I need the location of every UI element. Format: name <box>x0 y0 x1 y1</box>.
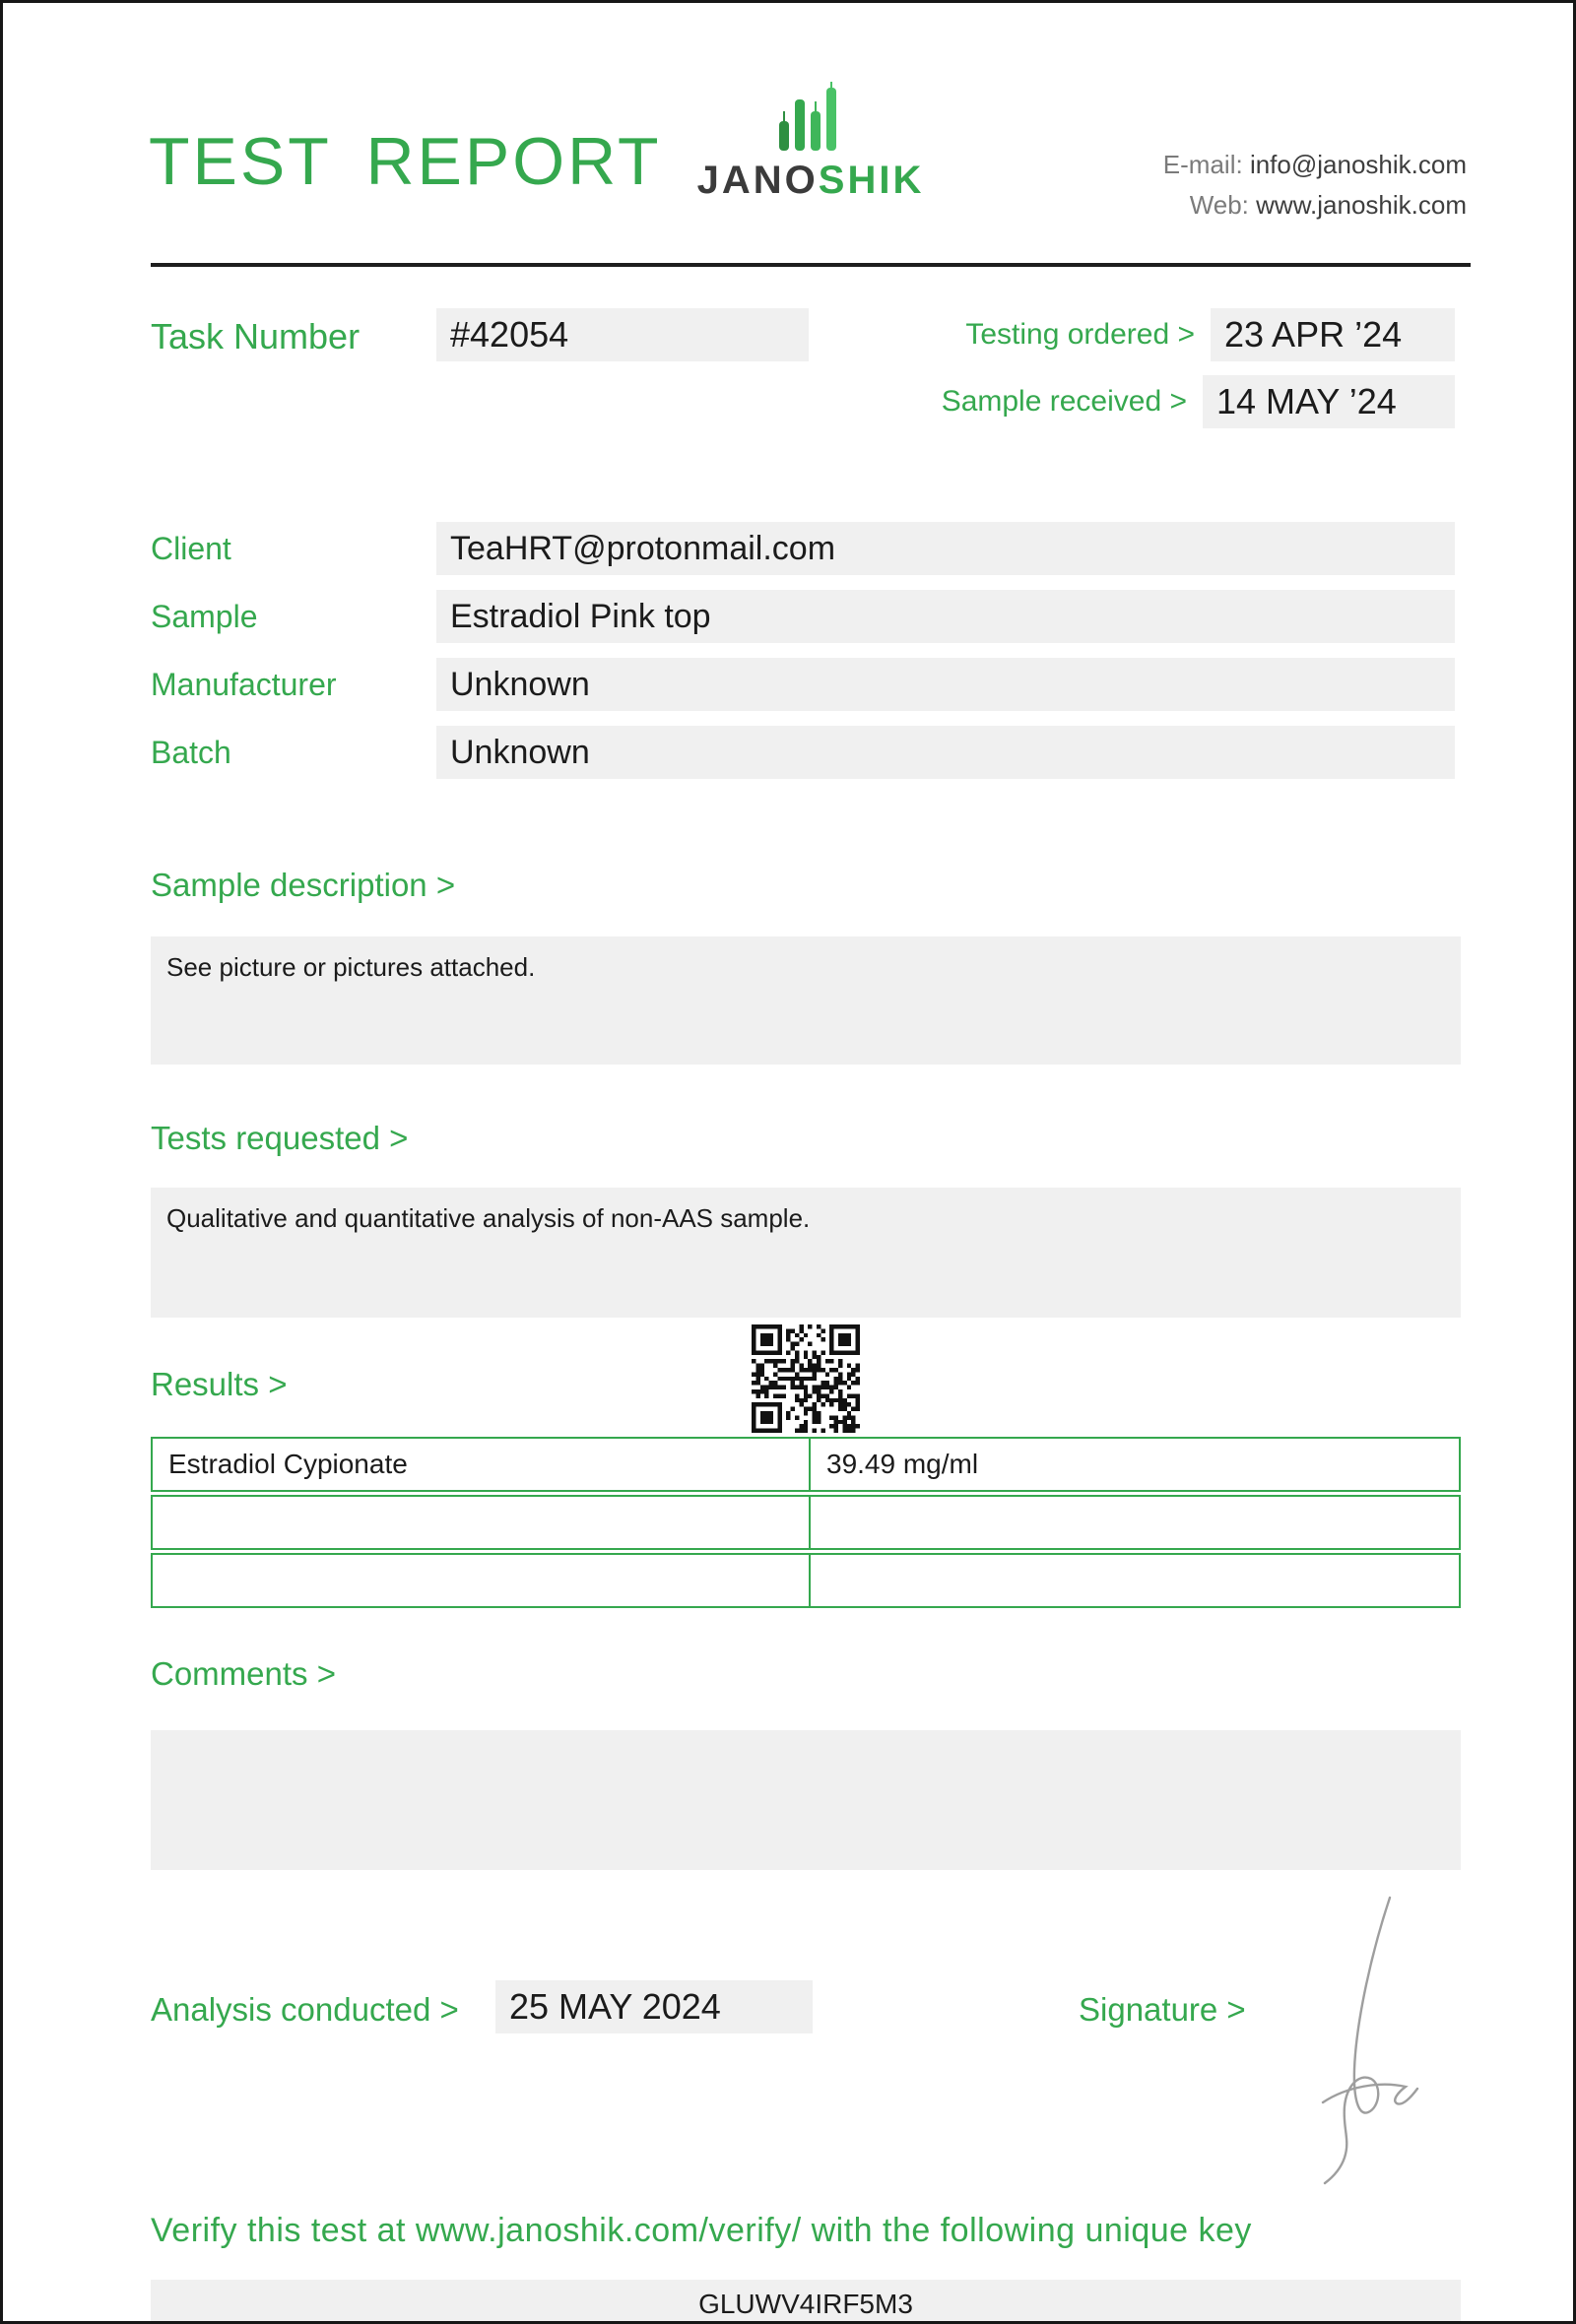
detail-row-manufacturer <box>151 658 1455 711</box>
logo-jano: JANO <box>696 159 819 202</box>
header-divider <box>151 263 1471 267</box>
tests-requested-heading: Tests requested > <box>151 1120 409 1156</box>
testing-ordered-label: Testing ordered > <box>965 318 1195 351</box>
signature-label: Signature > <box>1079 1991 1246 2028</box>
sample-received-row <box>942 375 1455 428</box>
results-heading: Results > <box>151 1366 288 1402</box>
janoshik-logo <box>692 82 929 203</box>
analysis-date-value: 25 MAY 2024 <box>495 1980 813 2034</box>
contact-web-line <box>1163 185 1467 226</box>
qr-code <box>752 1324 860 1433</box>
comments-heading: Comments > <box>151 1655 336 1692</box>
logo-wordmark <box>692 159 929 203</box>
verify-key: GLUWV4IRF5M3 <box>151 2280 1461 2324</box>
detail-row-batch <box>151 726 1455 779</box>
web-value: www.janoshik.com <box>1256 190 1467 220</box>
batch-value: Unknown <box>436 726 1455 779</box>
sample-description-heading: Sample description > <box>151 867 456 903</box>
bar-chart-logo-icon <box>692 82 929 155</box>
result-amount <box>811 1555 1459 1606</box>
results-table <box>151 1437 1461 1608</box>
manufacturer-label: Manufacturer <box>151 666 337 702</box>
contact-email-line <box>1163 145 1467 185</box>
result-substance <box>153 1555 811 1606</box>
client-value: TeaHRT@protonmail.com <box>436 522 1455 575</box>
web-label: Web: <box>1189 190 1249 220</box>
contact-block <box>1163 145 1467 226</box>
comments-box <box>151 1730 1461 1870</box>
logo-shik: SHIK <box>818 159 925 202</box>
sample-value: Estradiol Pink top <box>436 590 1455 643</box>
detail-row-sample <box>151 590 1455 643</box>
client-label: Client <box>151 530 231 566</box>
result-row-1 <box>151 1437 1461 1492</box>
manufacturer-value: Unknown <box>436 658 1455 711</box>
analysis-conducted-label: Analysis conducted > <box>151 1991 459 2028</box>
sample-label: Sample <box>151 598 258 634</box>
tests-requested-box: Qualitative and quantitative analysis of non-AAS sample. <box>151 1188 1461 1318</box>
result-substance <box>153 1497 811 1548</box>
sample-received-value: 14 MAY ’24 <box>1203 375 1455 428</box>
result-amount <box>811 1497 1459 1548</box>
testing-ordered-value: 23 APR ’24 <box>1211 308 1455 361</box>
email-label: E-mail: <box>1162 150 1243 179</box>
testing-ordered-row <box>965 308 1455 361</box>
result-substance: Estradiol Cypionate <box>153 1439 811 1490</box>
verify-instruction: Verify this test at www.janoshik.com/verify/ with the following unique key <box>151 2212 1252 2249</box>
signature-scribble <box>1295 1892 1433 2187</box>
result-amount: 39.49 mg/ml <box>826 1449 979 1479</box>
result-row-3 <box>151 1553 1461 1608</box>
sample-description-box: See picture or pictures attached. <box>151 936 1461 1065</box>
report-title: TEST REPORT <box>149 124 662 199</box>
task-number-label: Task Number <box>151 316 361 356</box>
detail-row-client <box>151 522 1455 575</box>
batch-label: Batch <box>151 734 231 770</box>
result-row-2 <box>151 1495 1461 1550</box>
email-value: info@janoshik.com <box>1249 150 1467 179</box>
sample-received-label: Sample received > <box>941 385 1187 418</box>
task-number-value: #42054 <box>436 308 809 361</box>
